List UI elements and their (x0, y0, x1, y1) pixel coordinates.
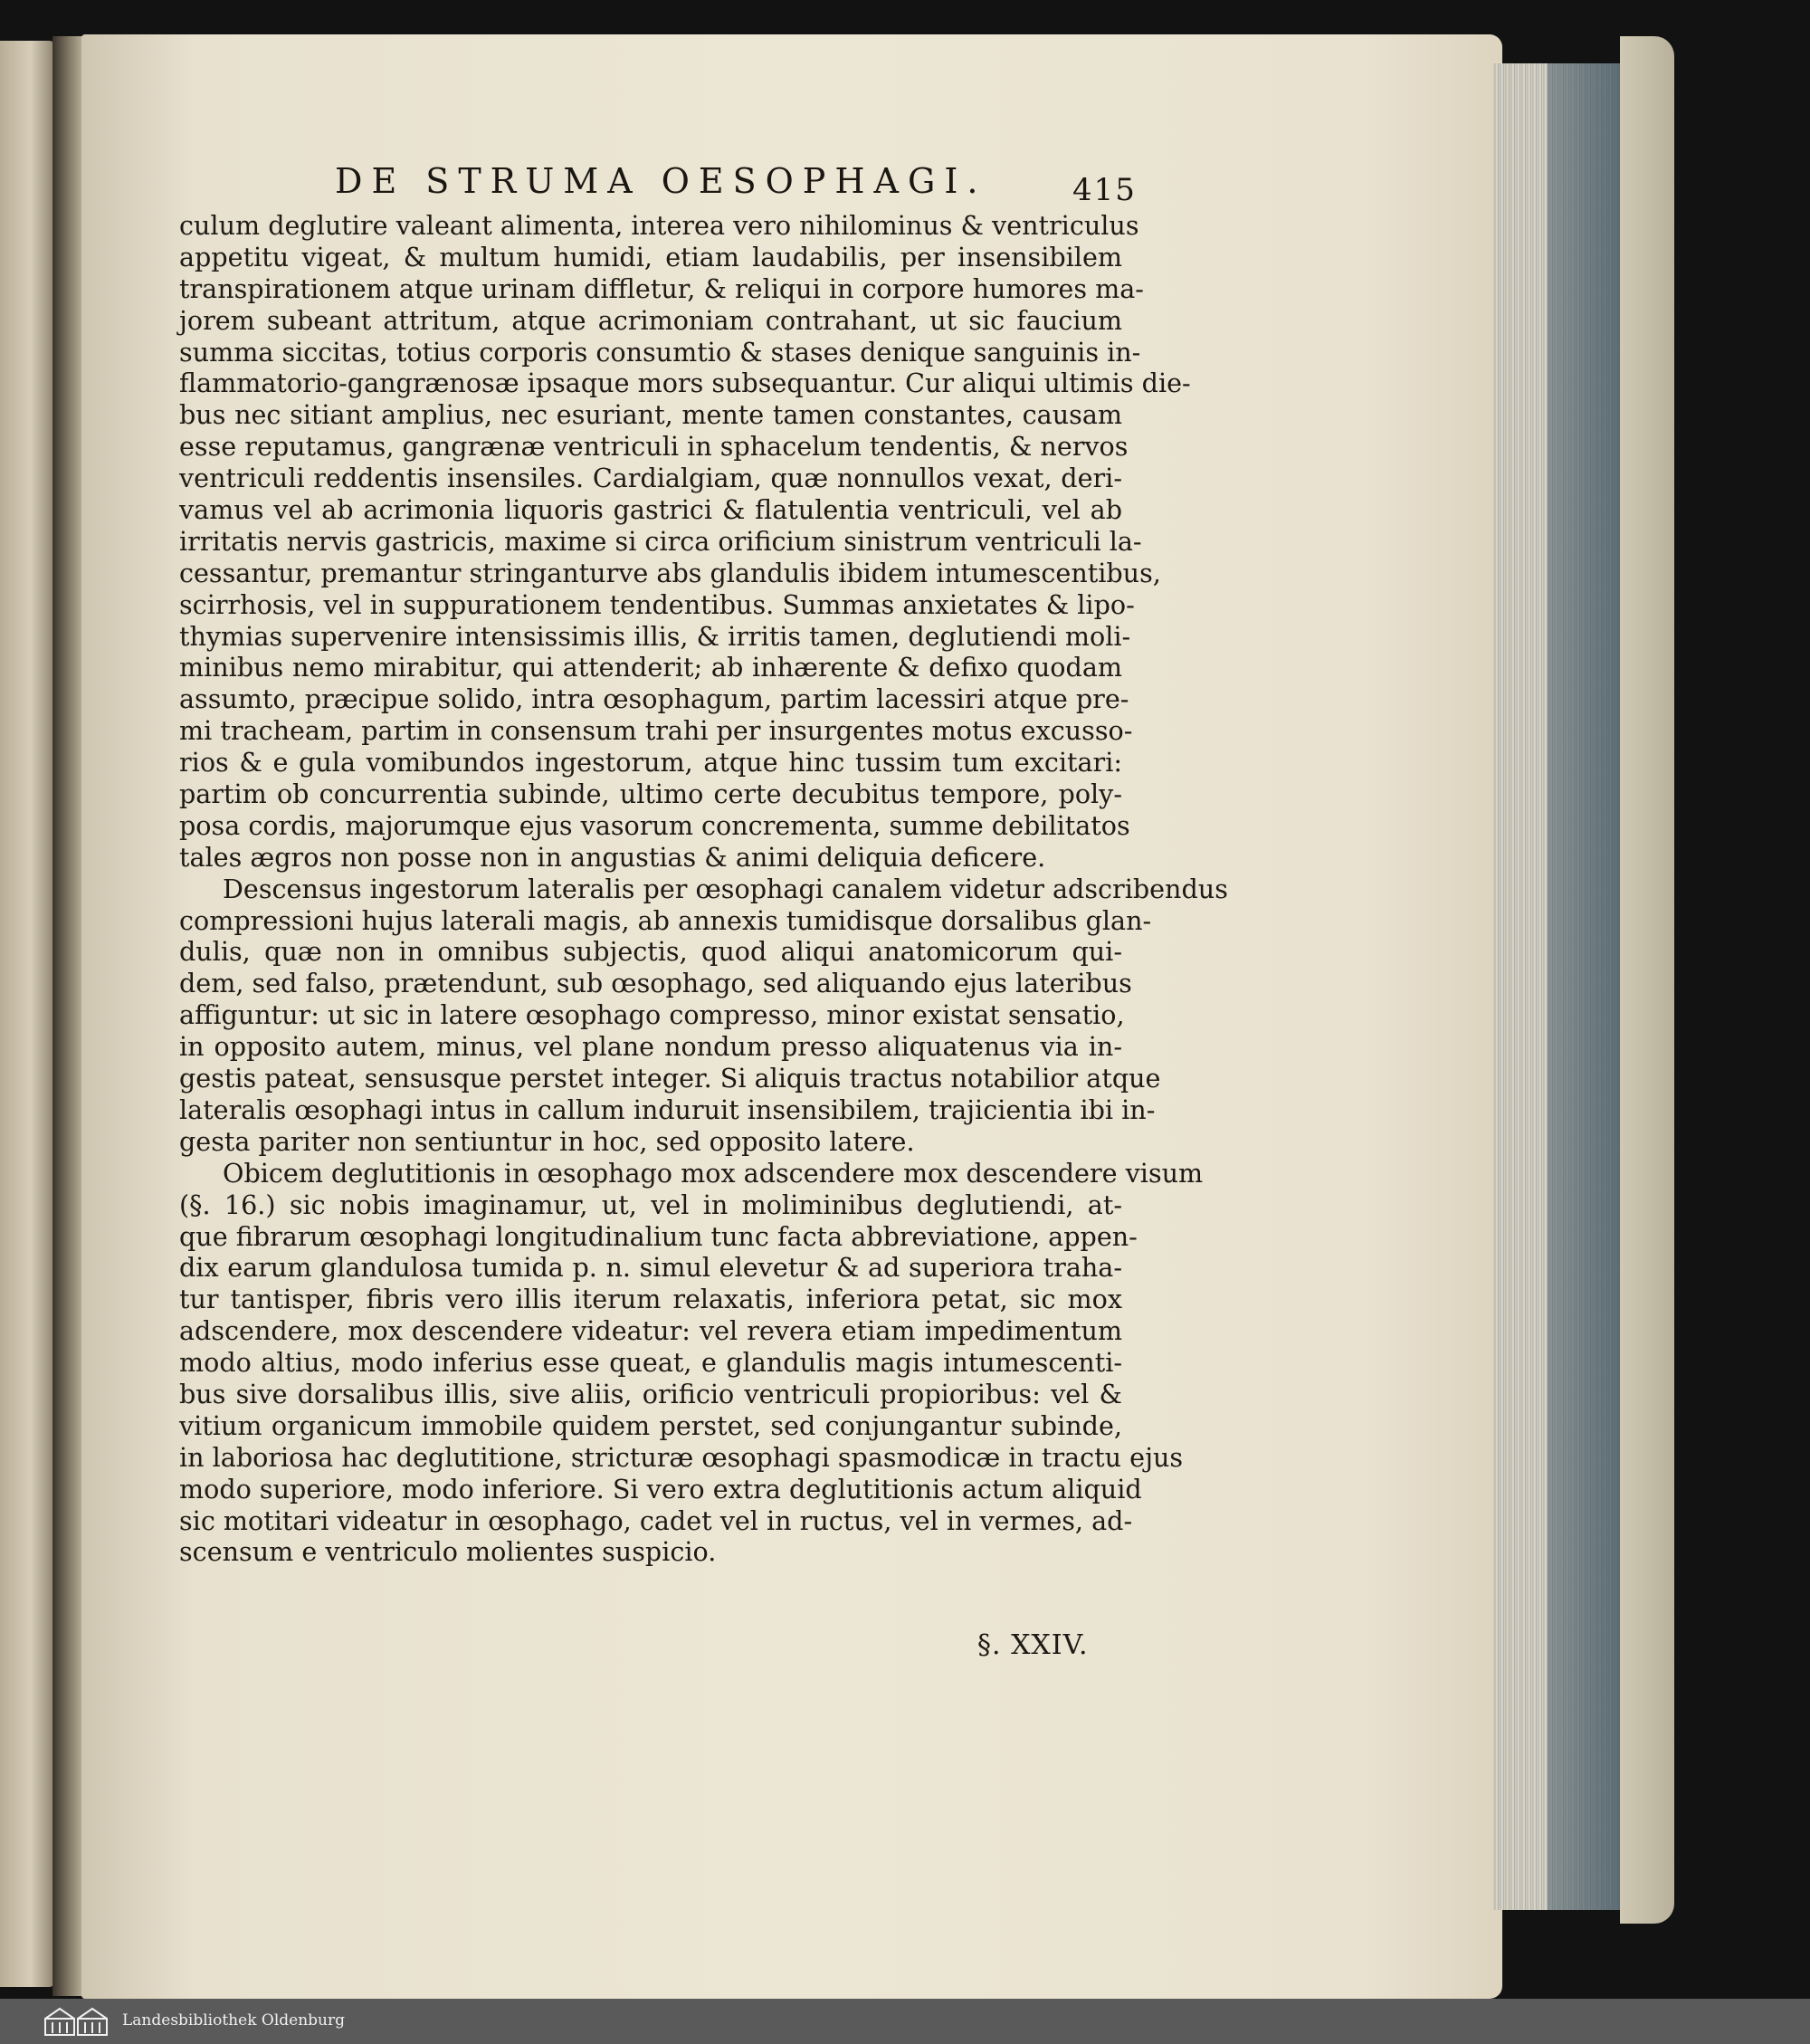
text-line: adscendere, mox descendere videatur: vel revera etiam impedimentum (179, 1315, 1122, 1347)
text-line: appetitu vigeat, & multum humidi, etiam laudabilis, per insensibilem (179, 241, 1122, 272)
text-line: posa cordis, majorumque ejus vasorum concrementa, summe debilitatos (179, 809, 1130, 841)
text-line: Descensus ingestorum lateralis per œsophagi canalem videtur adscribendus (223, 873, 1228, 904)
page-edges (1493, 63, 1629, 1910)
text-line: esse reputamus, gangrænæ ventriculi in sphacelum tendentis, & nervos (179, 431, 1129, 463)
text-line: dem, sed falso, prætendunt, sub œsophago, sed aliquando ejus lateribus (179, 968, 1132, 999)
text-line: dix earum glandulosa tumida p. n. simul elevetur & ad superiora traha- (179, 1252, 1122, 1284)
text-line: modo altius, modo inferius esse queat, e glandulis magis intumescenti- (179, 1347, 1122, 1379)
text-line: rios & e gula vomibundos ingestorum, atque hinc tussim tum excitari: (179, 747, 1122, 778)
text-line: bus nec sitiant amplius, nec esuriant, mente tamen constantes, causam (179, 399, 1122, 431)
text-line: vamus vel ab acrimonia liquoris gastrici & flatulentia ventriculi, vel ab (179, 494, 1122, 526)
text-line: bus sive dorsalibus illis, sive aliis, orificio ventriculi propioribus: vel & (179, 1378, 1122, 1409)
text-line: gesta pariter non sentiuntur in hoc, sed opposito latere. (179, 1125, 915, 1157)
text-line: transpirationem atque urinam diffletur, & reliqui in corpore humores ma- (179, 272, 1144, 304)
text-line: minibus nemo mirabitur, qui attenderit; ab inhærente & defixo quodam (179, 652, 1122, 683)
text-line: in laboriosa hac deglutitione, stricturæ œsophagi spasmodicæ in tractu ejus (179, 1441, 1184, 1473)
text-line: tur tantisper, fibris vero illis iterum relaxatis, inferiora petat, sic mox (179, 1284, 1122, 1315)
library-name: Landesbibliothek Oldenburg (122, 2011, 346, 2030)
catchword: §. XXIV. (977, 1629, 1089, 1661)
text-line: tales ægros non posse non in angustias & animi deliquia deficere. (179, 841, 1046, 873)
text-line: modo superiore, modo inferiore. Si vero extra deglutitionis actum aliquid (179, 1473, 1142, 1504)
text-line: lateralis œsophagi intus in callum induruit insensibilem, trajicientia ibi in- (179, 1094, 1156, 1125)
text-line: summa siccitas, totius corporis consumtio & stases denique sanguinis in- (179, 336, 1141, 368)
text-line: irritatis nervis gastricis, maxime si circa orificium sinistrum ventriculi la- (179, 525, 1142, 557)
text-line: cessantur, premantur stringanturve abs glandulis ibidem intumescentibus, (179, 557, 1161, 588)
book-cover-edge (1620, 36, 1674, 1924)
text-line: assumto, præcipue solido, intra œsophagum, partim lacessiri atque pre- (179, 683, 1129, 715)
text-line: Obicem deglutitionis in œsophago mox adscendere mox descendere visum (223, 1157, 1204, 1189)
footer-bar (0, 1999, 1810, 2044)
text-line: mi tracheam, partim in consensum trahi per insurgentes motus excusso- (179, 715, 1133, 747)
text-line: sic motitari videatur in œsophago, cadet vel in ructus, vel in vermes, ad- (179, 1504, 1133, 1536)
text-line: affiguntur: ut sic in latere œsophago compresso, minor existat sensatio, (179, 999, 1125, 1031)
body-text (179, 210, 1228, 1568)
text-line: gestis pateat, sensusque perstet integer. Si aliquis tractus notabilior atque (179, 1063, 1161, 1094)
text-line: scensum e ventriculo molientes suspicio. (179, 1536, 717, 1568)
text-line: in opposito autem, minus, vel plane nondum presso aliquatenus via in- (179, 1031, 1122, 1063)
text-line: jorem subeant attritum, atque acrimoniam contrahant, ut sic faucium (179, 304, 1122, 336)
library-building-icon (42, 2006, 110, 2037)
text-line: (§. 16.) sic nobis imaginamur, ut, vel in moliminibus deglutiendi, at- (179, 1189, 1122, 1220)
text-line: culum deglutire valeant alimenta, interea vero nihilominus & ventriculus (179, 210, 1139, 241)
text-line: thymias supervenire intensissimis illis, & irritis tamen, deglutiendi moli- (179, 620, 1131, 652)
running-header: DE STRUMA OESOPHAGI. (335, 161, 987, 201)
text-line: scirrhosis, vel in suppurationem tendentibus. Summas anxietates & lipo- (179, 588, 1135, 620)
page-number: 415 (1072, 172, 1137, 208)
text-line: partim ob concurrentia subinde, ultimo certe decubitus tempore, poly- (179, 778, 1122, 810)
text-line: compressioni hujus laterali magis, ab annexis tumidisque dorsalibus glan- (179, 904, 1152, 936)
text-line: dulis, quæ non in omnibus subjectis, quod aliqui anatomicorum qui- (179, 936, 1122, 968)
text-line: vitium organicum immobile quidem perstet, sed conjungantur subinde, (179, 1409, 1122, 1441)
text-line: ventriculi reddentis insensiles. Cardialgiam, quæ nonnullos vexat, deri- (179, 463, 1122, 494)
text-line: que fibrarum œsophagi longitudinalium tunc facta abbreviatione, appen- (179, 1220, 1138, 1252)
facing-page-edge (0, 41, 56, 1987)
text-line: flammatorio-gangrænosæ ipsaque mors subsequantur. Cur aliqui ultimis die- (179, 368, 1191, 399)
